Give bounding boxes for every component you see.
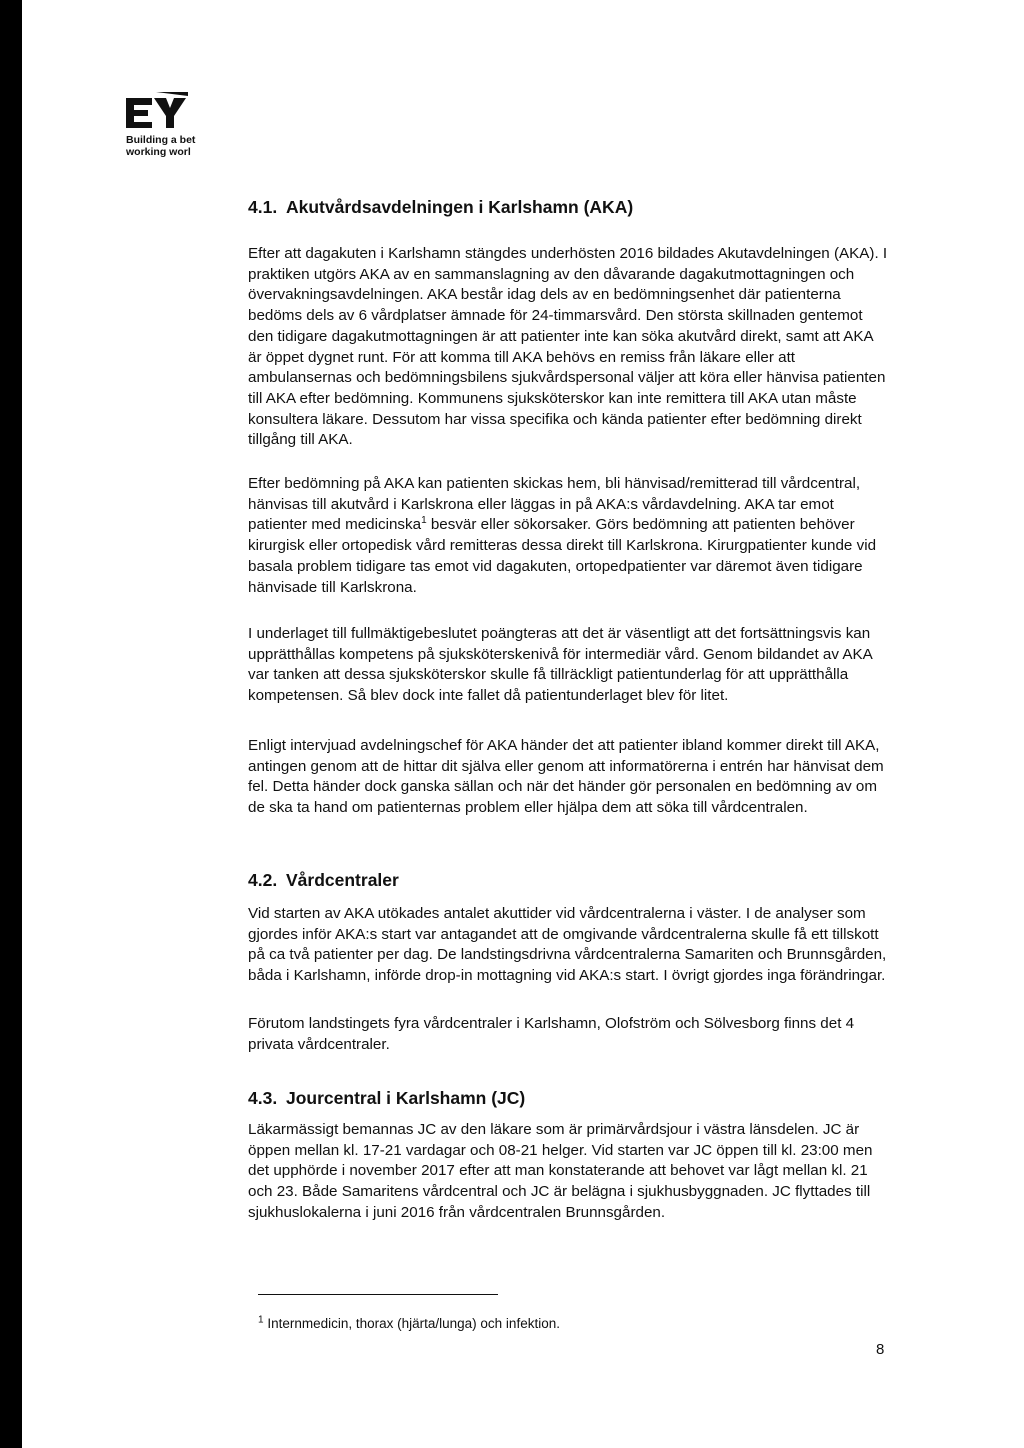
section-title: Vårdcentraler <box>286 870 399 890</box>
footnote-divider <box>258 1294 498 1295</box>
section-heading-4-2 <box>248 870 399 891</box>
paragraph <box>248 474 888 598</box>
footnote-reference[interactable]: 1 <box>421 515 427 527</box>
paragraph: Efter att dagakuten i Karlshamn stängdes underhösten 2016 bildades Akutavdelningen (AKA). I praktiken utgörs AKA av en sammanslagning av den dåvarande dagakutmottagningen och övervakningsavdelningen. AKA består idag dels av en bedömningsenhet där patienterna bedöms dels av 6 vårdplatser ämnade för 24-timmarsvård. Den största skillnaden gentemot den tidigare dagakutmottagningen är att patienter inte kan söka akutvård direkt, samt att AKA är öppet dygnet runt. För att komma till AKA behövs en remiss från läkare eller att ambulansernas och bedömningsbilens sjukvårdspersonal väljer att köra eller hänvisa patienten till AKA efter bedömning. Kommunens sjuksköterskor kan inte remittera till AKA utan måste konsultera läkare. Dessutom har vissa specifika och kända patienter efter bedömning direkt tillgång till AKA. <box>248 245 888 449</box>
paragraph: Enligt intervjuad avdelningschef för AKA händer det att patienter ibland kommer direkt till AKA, antingen genom att de hittar dit själva eller genom att informatörerna i entrén har hänvisat dem fel. Detta händer dock ganska sällan och när det händer gör personalen en bedömning av om de ska ta hand om patienternas problem eller hjälpa dem att söka till vårdcentralen. <box>248 737 884 817</box>
paragraph: I underlaget till fullmäktigebeslutet poängteras att det är väsentligt att det fortsättningsvis kan upprätthållas kompetens på sjuksköterskenivå för intermediär vård. Genom bildandet av AKA var tanken att dessa sjuksköterskor skulle få tillräckligt patientunderlag för att upprätthålla kompetensen. Så blev dock inte fallet då patientunderlaget blev för litet. <box>248 625 872 705</box>
paragraph: Vid starten av AKA utökades antalet akuttider vid vårdcentralerna i väster. I de analyser som gjordes inför AKA:s start var antagandet att de omgivande vårdcentralerna skulle få ett tillskott på ca två patienter per dag. De landstingsdrivna vårdcentralerna Samariten och Brunnsgården, båda i Karlshamn, införde drop-in mottagning vid AKA:s start. I övrigt gjordes inga förändringar. <box>248 905 887 985</box>
page-number: 8 <box>876 1341 885 1358</box>
section-number: 4.3. <box>248 1088 278 1108</box>
section-heading-4-3 <box>248 1088 525 1109</box>
section-title: Akutvårdsavdelningen i Karlshamn (AKA) <box>286 197 634 217</box>
paragraph: Läkarmässigt bemannas JC av den läkare som är primärvårdsjour i västra länsdelen. JC är öppen mellan kl. 17-21 vardagar och 08-21 helger. Vid starten var JC öppen till kl. 23:00 men det upphörde i november 2017 efter att man konstaterande att behovet var lågt mellan kl. 21 och 23. Både Samaritens vårdcentral och JC är belägna i sjukhusbyggnaden. JC flyttades till sjukhuslokalerna i juni 2016 från vårdcentralen Brunnsgården. <box>248 1121 873 1221</box>
ey-logo-icon <box>126 92 188 132</box>
logo-tagline-line1: Building a bet <box>126 134 196 146</box>
paragraph-text: Efter bedömning på AKA kan patienten skickas hem, bli hänvisad/remitterad till vårdcentral, hänvisas till akutvård i Karlskrona eller läggas in på AKA:s vårdavdelning. AKA tar emot patienter med medicinska <box>248 475 861 534</box>
section-number: 4.1. <box>248 197 278 217</box>
footnote-marker: 1 <box>258 1314 264 1326</box>
ey-logo <box>126 92 236 172</box>
section-number: 4.2. <box>248 870 278 890</box>
logo-tagline <box>126 134 195 158</box>
footnote <box>258 1316 560 1331</box>
section-title: Jourcentral i Karlshamn (JC) <box>286 1088 526 1108</box>
paragraph-text-continued: besvär eller sökorsaker. Görs bedömning att patienten behöver kirurgisk eller ortopedisk vård remitteras dessa direkt till Karlskrona. Kirurgpatienter kunde vid basala problem tidigare tas emot vid dagakuten, ortopedpatienter var däremot även tidigare hänvisade till Karlskrona. <box>248 516 877 596</box>
section-heading-4-1 <box>248 197 633 218</box>
logo-tagline-line2: working worl <box>126 146 191 158</box>
paragraph: Förutom landstingets fyra vårdcentraler i Karlshamn, Olofström och Sölvesborg finns det 4 privata vårdcentraler. <box>248 1015 855 1053</box>
footnote-text: Internmedicin, thorax (hjärta/lunga) och infektion. <box>263 1316 560 1331</box>
